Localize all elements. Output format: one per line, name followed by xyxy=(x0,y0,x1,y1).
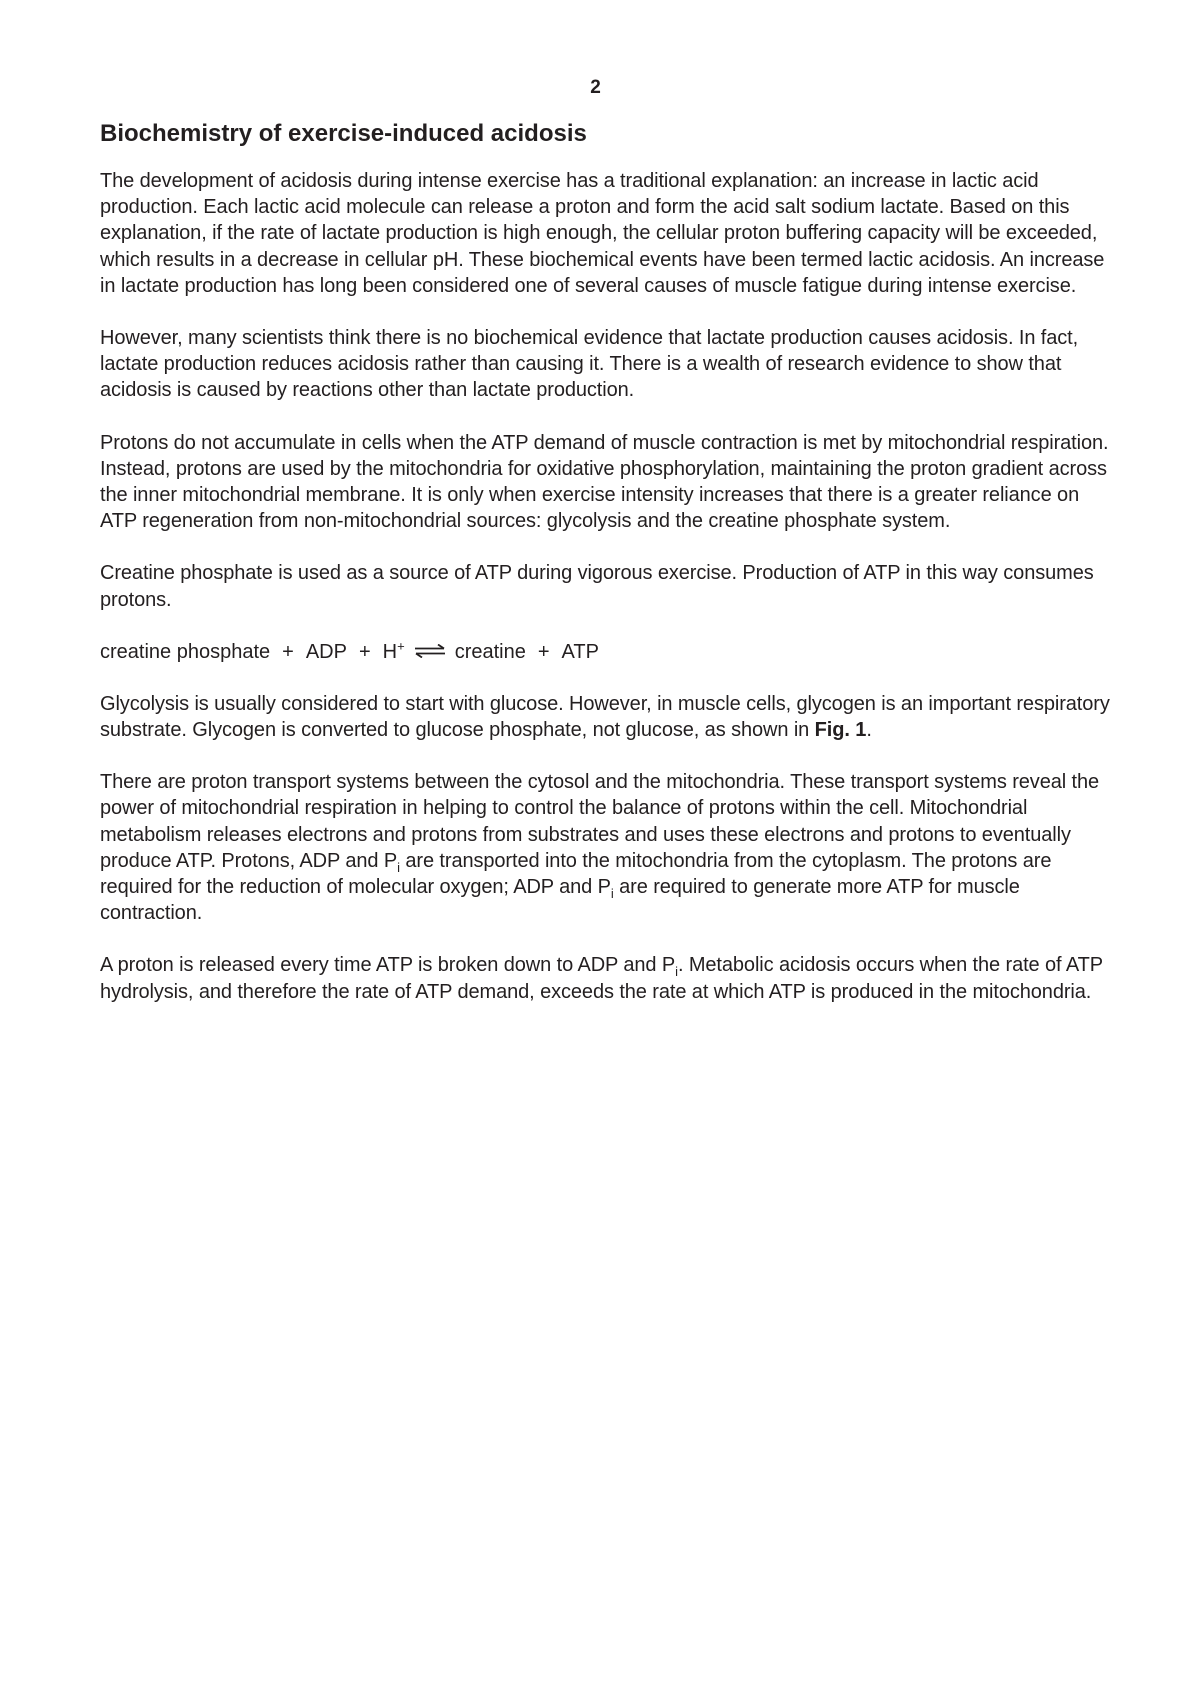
paragraph-metabolic-acidosis xyxy=(100,952,1110,1004)
figure-reference: Fig. 1 xyxy=(814,719,867,742)
proton-transport-text: are transported into the mitochondria from the cytoplasm. The protons are required for the reduction of molecular oxygen; ADP and P xyxy=(100,849,1052,899)
equation-product-creatine: creatine xyxy=(454,640,526,663)
equation-plus-sign: + xyxy=(282,640,294,663)
paragraph-glycolysis xyxy=(100,691,1110,743)
proton-symbol: H xyxy=(382,640,398,663)
glycolysis-text: Glycolysis is usually considered to start with glucose. However, in muscle cells, glycogen is an important respiratory substrate. Glycogen is converted to glucose phosphate, not glucose, as shown in xyxy=(100,692,1110,742)
proton-transport-text: There are proton transport systems between the cytosol and the mitochondria. These transport systems reveal the power of mitochondrial respiration in helping to control the balance of protons within the cell. Mitochondrial metabolism releases electrons and protons from substrates and uses these electrons and protons to eventually produce ATP. Protons, ADP and P xyxy=(100,771,1100,872)
phosphate-subscript: i xyxy=(675,964,678,980)
proton-transport-text: are required to generate more ATP for muscle contraction. xyxy=(100,876,1020,925)
metabolic-acidosis-text: . Metabolic acidosis occurs when the rate of ATP hydrolysis, and therefore the rate of ATP demand, exceeds the rate at which ATP is produced in the mitochondria. xyxy=(100,954,1103,1003)
paragraph-proton-transport xyxy=(100,769,1110,926)
phosphate-subscript: i xyxy=(397,859,400,875)
glycolysis-text-end: . xyxy=(866,719,872,742)
phosphate-subscript: i xyxy=(610,886,614,902)
paragraph-proton-accumulation: Protons do not accumulate in cells when the ATP demand of muscle contraction is met by mitochondrial respiration. Instead, protons are used by the mitochondria for oxidative phosphorylation, maintaining the proton gradient across the inner mitochondrial membrane. It is only when exercise intensity increases that there is a greater reliance on ATP regeneration from non-mitochondrial sources: glycolysis and the creatine phosphate system. xyxy=(100,431,1109,533)
page-number: 2 xyxy=(590,77,601,98)
equation-reactant-creatine-phosphate: creatine phosphate xyxy=(100,640,271,663)
metabolic-acidosis-text: A proton is released every time ATP is broken down to ADP and P xyxy=(100,954,676,977)
equation-product-atp: ATP xyxy=(561,640,599,663)
page-content xyxy=(100,118,1110,1031)
paragraph-no-evidence: However, many scientists think there is no biochemical evidence that lactate production causes acidosis. In fact, lactate production reduces acidosis rather than causing it. There is a wealth of research evidence to show that acidosis is caused by reactions other than lactate production. xyxy=(100,327,1079,402)
equilibrium-arrow-icon xyxy=(405,639,455,665)
proton-charge: + xyxy=(397,638,405,654)
equation-plus-sign: + xyxy=(358,640,371,663)
paragraph-creatine-phosphate: Creatine phosphate is used as a source of ATP during vigorous exercise. Production of ATP in this way consumes protons. xyxy=(100,562,1094,611)
creatine-phosphate-equation xyxy=(100,639,1110,665)
section-title: Biochemistry of exercise-induced acidosis xyxy=(100,120,587,147)
equation-reactant-adp: ADP xyxy=(305,640,347,663)
equation-reactant-proton xyxy=(383,639,405,665)
equation-plus-sign: + xyxy=(537,640,550,663)
paragraph-lactic-acid-explanation: The development of acidosis during intense exercise has a traditional explanation: an increase in lactic acid production. Each lactic acid molecule can release a proton and form the acid salt sodium lactate. Based on this explanation, if the rate of lactate production is high enough, the cellular proton buffering capacity will be exceeded, which results in a decrease in cellular pH. These biochemical events have been termed lactic acidosis. An increase in lactate production has long been considered one of several causes of muscle fatigue during intense exercise. xyxy=(100,170,1105,297)
